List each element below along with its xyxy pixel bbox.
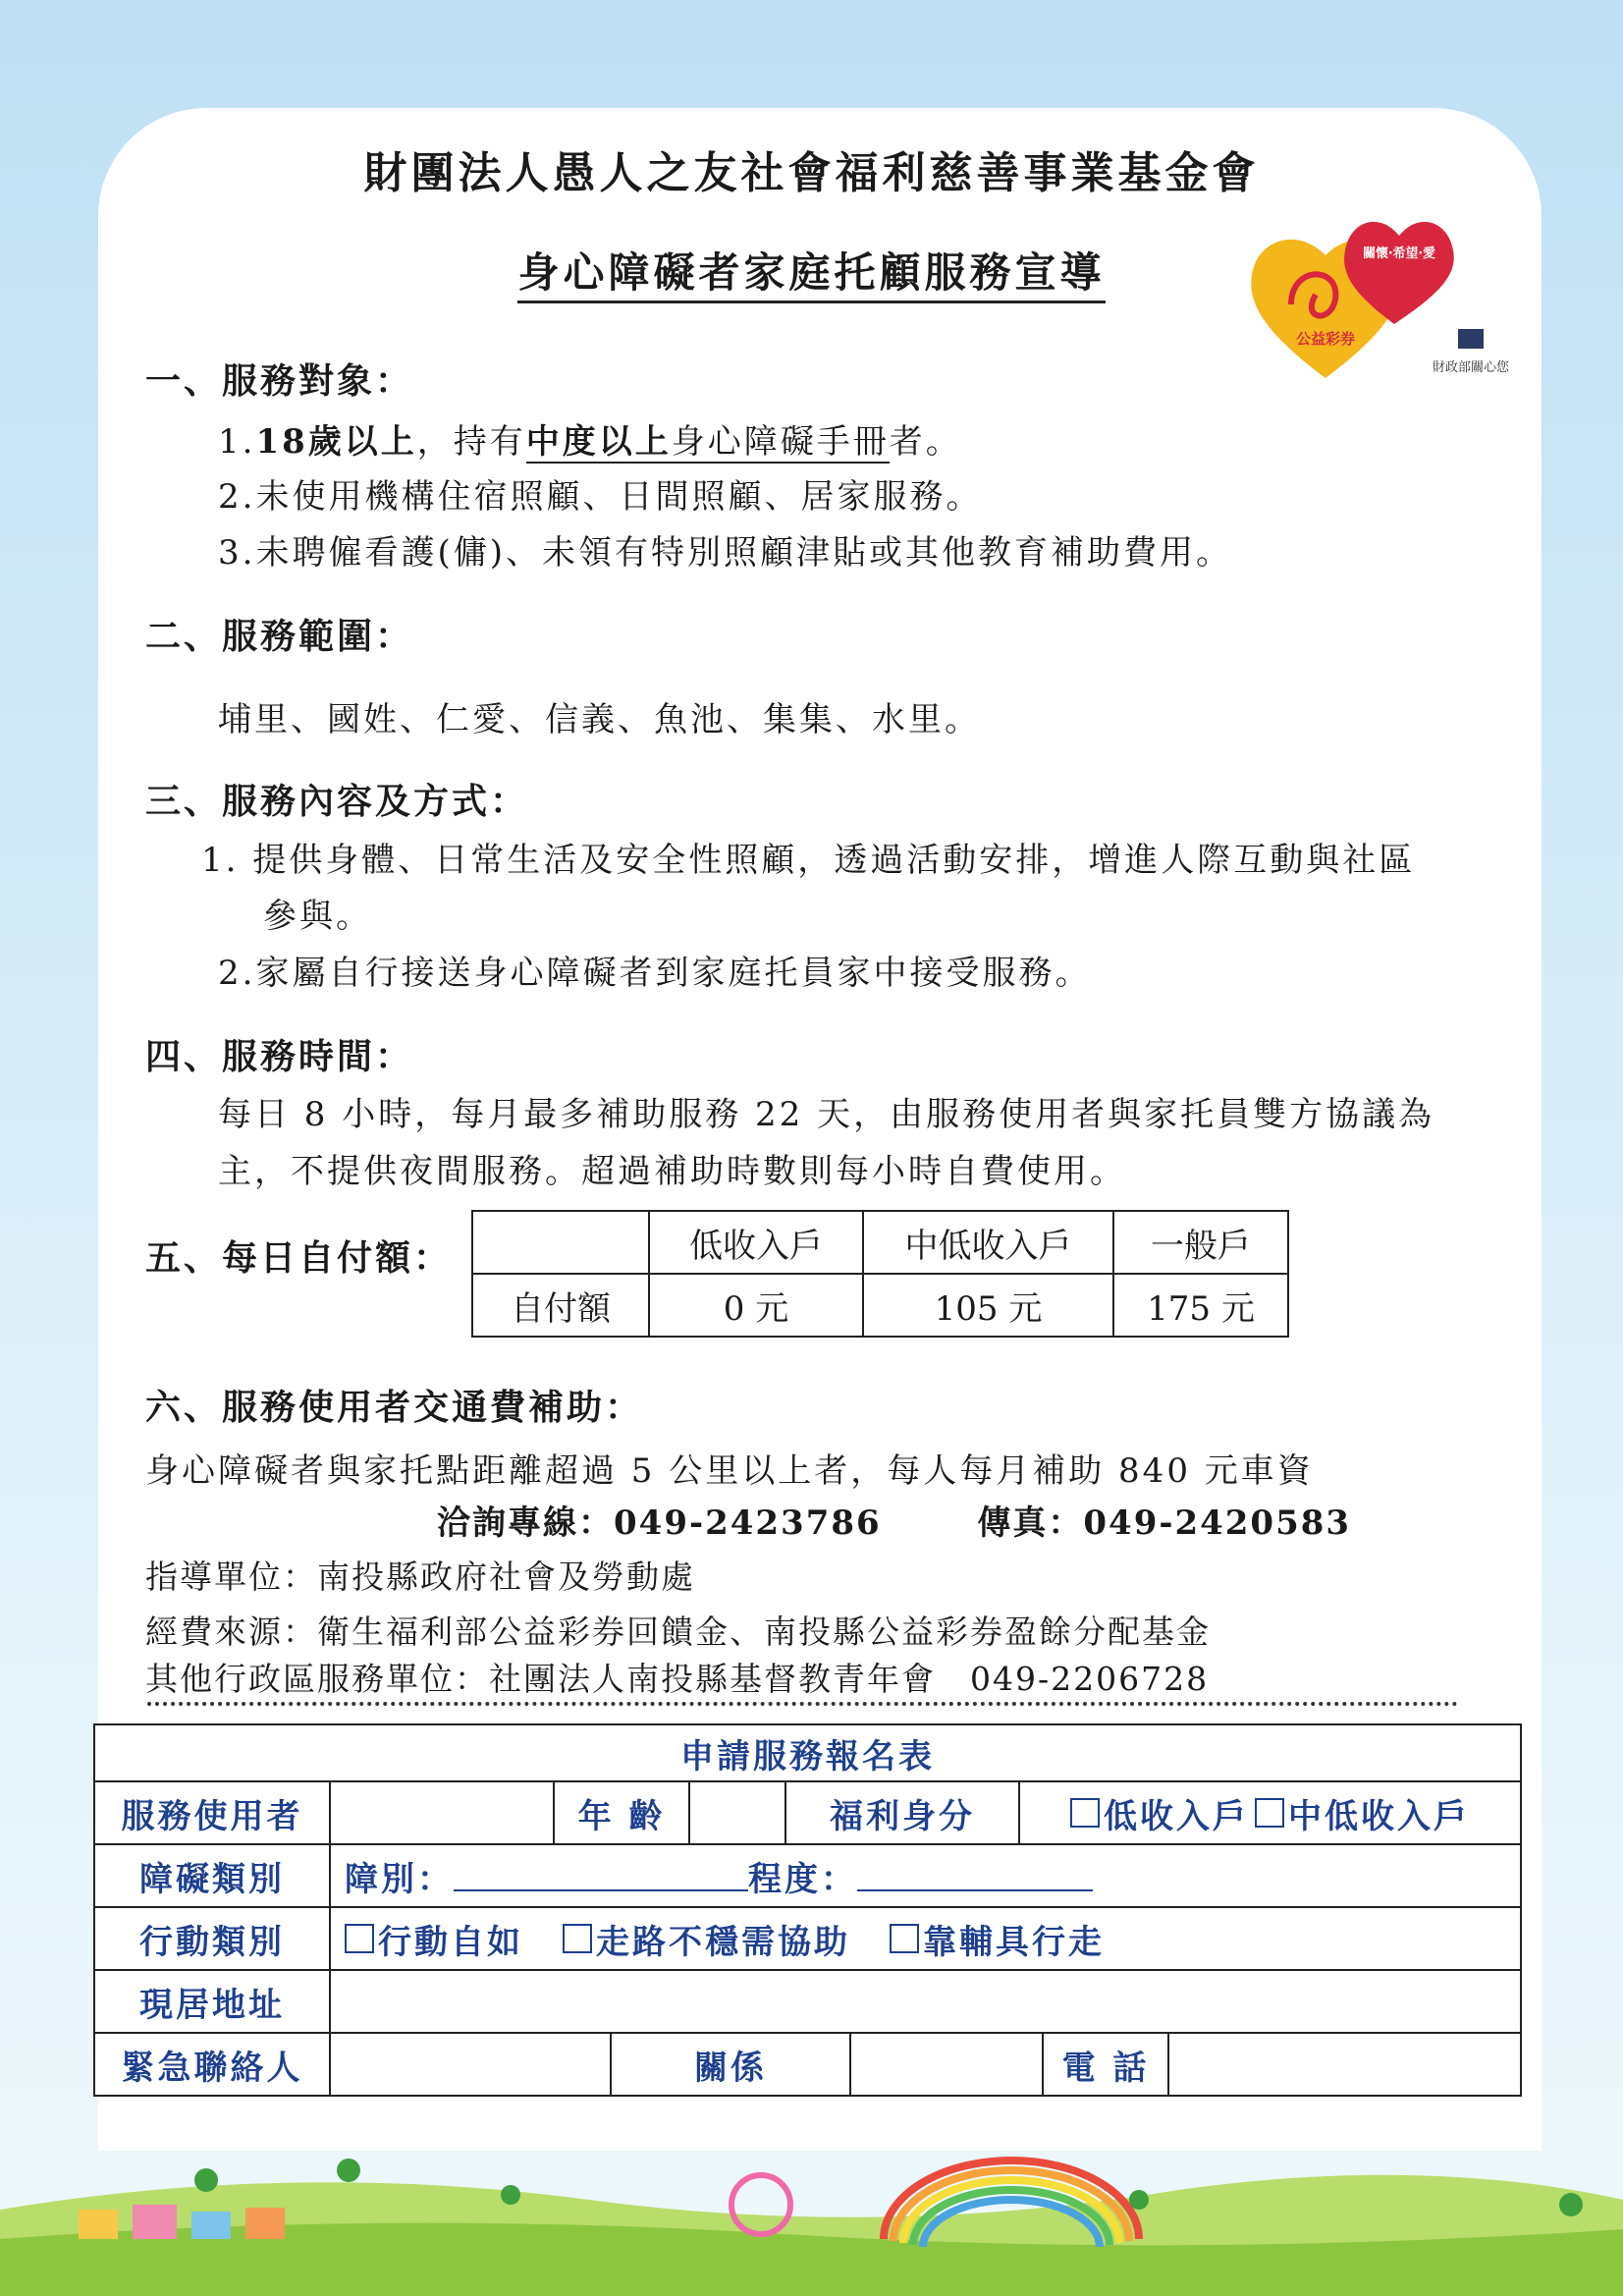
checkbox-mobility-assist[interactable] <box>563 1924 592 1953</box>
section1-item2: 2.未使用機構住宿照顧、日間照顧、居家服務。 <box>218 477 983 517</box>
tree-icon-3 <box>501 2185 520 2205</box>
copay-value-low: 0 元 <box>649 1274 863 1337</box>
public-lottery-logo <box>1247 196 1522 388</box>
label-mobility: 行動類別 <box>93 1906 331 1971</box>
copay-header-low: 低收入戶 <box>649 1211 863 1274</box>
label-service-user: 服務使用者 <box>93 1780 331 1845</box>
checkbox-mobility-free[interactable] <box>345 1924 374 1953</box>
checkbox-mobility-aid[interactable] <box>890 1924 919 1953</box>
input-emergency-contact[interactable] <box>329 2032 612 2097</box>
tree-icon-4 <box>1129 2190 1149 2210</box>
organization-title: 財團法人愚人之友社會福利慈善事業基金會 <box>363 148 1260 198</box>
copay-value-midlow: 105 元 <box>863 1274 1113 1337</box>
checkbox-low-income[interactable] <box>1070 1798 1100 1828</box>
copay-row-label: 自付額 <box>472 1274 649 1337</box>
disability-degree-label: 程度： <box>748 1859 857 1899</box>
item1-num: 1. <box>218 422 256 462</box>
section1-heading: 一、服務對象： <box>145 360 414 402</box>
welfare-options <box>1018 1780 1522 1845</box>
option-mobility-free: 行動自如 <box>378 1922 523 1962</box>
fax-label: 傳真： <box>977 1503 1084 1543</box>
house-icon-3 <box>191 2212 231 2239</box>
tree-icon-5 <box>1559 2193 1583 2216</box>
section2-areas: 埔里、國姓、仁愛、信義、魚池、集集、水里。 <box>218 700 981 739</box>
house-icon-2 <box>133 2205 177 2239</box>
fax-number: 049-2420583 <box>1083 1503 1352 1543</box>
option-mobility-assist: 走路不穩需協助 <box>596 1922 850 1962</box>
input-relation[interactable] <box>849 2032 1044 2097</box>
hotline-number[interactable]: 049-2423786 <box>614 1503 882 1543</box>
disability-type-input[interactable] <box>454 1860 748 1891</box>
section2-heading: 二、服務範圍： <box>145 616 414 657</box>
disability-type-label: 障別： <box>345 1859 454 1899</box>
label-age: 年 齡 <box>553 1780 690 1845</box>
section1-item1 <box>218 414 962 463</box>
application-form <box>93 1723 1522 2102</box>
copay-value-row <box>472 1274 1288 1337</box>
copay-header-row <box>472 1211 1288 1274</box>
cut-line-divider <box>147 1702 1458 1706</box>
copay-header-midlow: 中低收入戶 <box>863 1211 1113 1274</box>
input-phone[interactable] <box>1167 2032 1522 2097</box>
contact-line <box>437 1496 1351 1544</box>
option-mobility-aid: 靠輔具行走 <box>923 1922 1105 1962</box>
hotline-label: 洽詢專線： <box>437 1503 614 1543</box>
section6-heading: 六、服務使用者交通費補助： <box>145 1387 644 1428</box>
option-midlow-income: 中低收入戶 <box>1288 1796 1470 1836</box>
tree-icon <box>194 2168 218 2192</box>
section1-item3: 3.未聘僱看護(傭)、未領有特別照顧津貼或其他教育補助費用。 <box>218 533 1232 573</box>
label-phone: 電 話 <box>1042 2032 1169 2097</box>
house-icon <box>79 2210 118 2239</box>
logo-lottery-text: 公益彩券 <box>1295 330 1356 348</box>
section3-item2: 2.家屬自行接送身心障礙者到家庭托員家中接受服務。 <box>218 954 1092 993</box>
disability-fields <box>329 1843 1522 1908</box>
ministry-building-icon <box>1458 329 1484 349</box>
input-age[interactable] <box>688 1780 786 1845</box>
option-low-income: 低收入戶 <box>1104 1796 1249 1836</box>
other-service-unit: 其他行政區服務單位：社團法人南投縣基督教青年會 049-2206728 <box>145 1660 1210 1698</box>
label-emergency-contact: 緊急聯絡人 <box>93 2032 331 2097</box>
section5-heading: 五、每日自付額： <box>145 1237 453 1279</box>
section4-heading: 四、服務時間： <box>145 1036 414 1077</box>
input-service-user[interactable] <box>329 1780 555 1845</box>
section4-line2: 主，不提供夜間服務。超過補助時數則每小時自費使用。 <box>218 1152 1126 1191</box>
logo-banner-text: 關懷‧希望‧愛 <box>1362 246 1436 261</box>
subtitle-text: 身心障礙者家庭托顧服務宣導 <box>517 248 1105 303</box>
copay-table <box>471 1210 1289 1338</box>
section3-item1-line1: 1. 提供身體、日常生活及安全性照顧，透過活動安排，增進人際互動與社區 <box>201 841 1416 880</box>
copay-value-general: 175 元 <box>1113 1274 1288 1337</box>
section4-line1: 每日 8 小時，每月最多補助服務 22 天，由服務使用者與家托員雙方協議為 <box>218 1095 1435 1134</box>
section6-text: 身心障礙者與家托點距離超過 5 公里以上者，每人每月補助 840 元車資 <box>145 1451 1314 1491</box>
item1-book: 身心障礙手冊 <box>671 422 890 462</box>
mobility-options <box>329 1906 1522 1971</box>
tree-icon-2 <box>337 2159 360 2182</box>
checkbox-midlow-income[interactable] <box>1255 1798 1284 1828</box>
copay-header-empty <box>472 1211 649 1274</box>
landscape-illustration <box>0 2131 1623 2296</box>
label-disability: 障礙類別 <box>93 1843 331 1908</box>
item1-age: 18歲以上 <box>255 422 417 462</box>
label-address: 現居地址 <box>93 1969 331 2034</box>
item1-level: 中度以上 <box>525 422 672 462</box>
input-address[interactable] <box>329 1969 1522 2034</box>
label-relation: 關係 <box>610 2032 851 2097</box>
house-icon-4 <box>245 2208 285 2239</box>
section3-heading: 三、服務內容及方式： <box>145 781 529 822</box>
logo-ministry-text: 財政部關心您 <box>1432 360 1510 375</box>
item1-mid: ，持有 <box>416 422 526 462</box>
disability-degree-input[interactable] <box>857 1860 1093 1891</box>
guidance-unit: 指導單位：南投縣政府社會及勞動處 <box>145 1558 695 1596</box>
item1-tail: 者。 <box>889 422 962 462</box>
section3-item1-line2: 參與。 <box>263 897 372 936</box>
funding-source: 經費來源：衛生福利部公益彩券回饋金、南投縣公益彩券盈餘分配基金 <box>145 1613 1211 1651</box>
copay-header-general: 一般戶 <box>1113 1211 1288 1274</box>
label-welfare: 福利身分 <box>784 1780 1020 1845</box>
form-title: 申請服務報名表 <box>93 1723 1522 1782</box>
